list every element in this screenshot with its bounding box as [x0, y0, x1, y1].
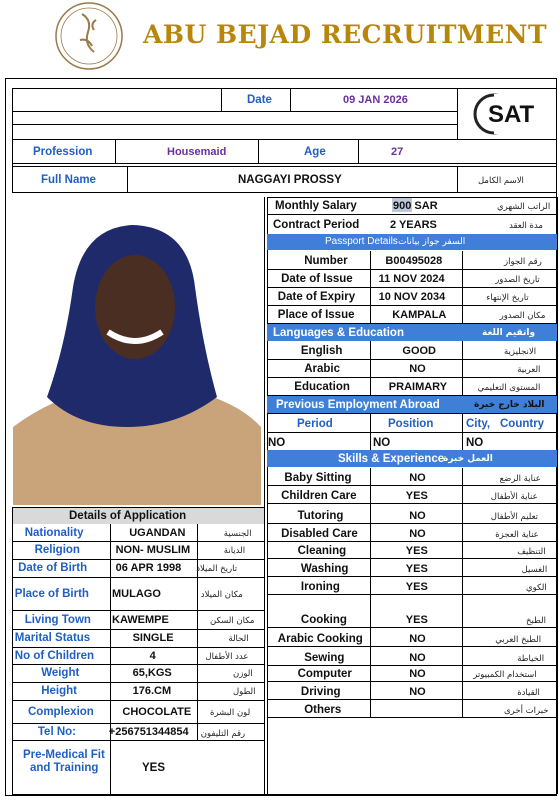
passport-title: Passport Details [325, 236, 398, 247]
salary-label: Monthly Salary [275, 200, 357, 212]
application-row-line [12, 629, 264, 630]
skill-value: YES [405, 581, 428, 593]
application-label: Place of Birth [14, 587, 89, 600]
language-arabic: المستوى التعليمي [477, 383, 541, 393]
application-label: Weight [41, 667, 80, 679]
employment-period-value: NO [268, 437, 286, 449]
application-row-line [12, 647, 264, 648]
skill-arabic: الطبخ [526, 616, 546, 626]
skill-label: Baby Sitting [284, 472, 352, 484]
skill-arabic: الطبخ العربي [495, 635, 542, 645]
skill-value: NO [409, 528, 426, 540]
skill-label: Driving [300, 686, 341, 698]
application-row-line [12, 559, 264, 560]
languages-title-arabic: واتقيم اللغة [482, 328, 536, 338]
skill-value: NO [409, 472, 426, 484]
sat-logo-text: SAT [488, 101, 535, 128]
application-value: NON- MUSLIM [115, 544, 191, 556]
application-value: 176.CM [132, 685, 172, 697]
skill-arabic: التنظيف [517, 547, 546, 557]
skill-label: Washing [300, 563, 349, 575]
skill-label: Ironing [300, 581, 340, 593]
skill-value: YES [405, 563, 428, 575]
application-value: +256751344854 [108, 726, 189, 738]
fullname-value: NAGGAYI PROSSY [238, 174, 342, 186]
passport-row-line [267, 269, 557, 270]
application-row-line [12, 577, 264, 578]
passport-row-line [267, 305, 557, 306]
language-divider-1 [370, 341, 371, 395]
fullname-label: Full Name [41, 174, 96, 186]
fullname-arabic: الاسم الكامل [478, 176, 524, 186]
application-arabic: رقم التليفون [200, 729, 246, 739]
language-row-line [267, 377, 557, 378]
skill-label: Disabled Care [281, 528, 358, 540]
skills-title-arabic: العمل خبرة [443, 454, 493, 464]
skill-value: YES [405, 545, 428, 557]
language-value: NO [409, 363, 426, 375]
skills-title: Skills & Experience [338, 453, 445, 465]
skill-arabic: خبرات أخرى [504, 706, 549, 716]
application-label: Height [41, 685, 77, 697]
period-value: 2 YEARS [390, 219, 437, 231]
medical-label-2: and Training [30, 762, 99, 774]
sat-logo [468, 90, 550, 138]
language-value: PRAIMARY [388, 381, 448, 393]
salary-arabic: الراتب الشهري [497, 202, 551, 212]
application-arabic: الجنسية [223, 529, 252, 539]
passport-arabic: تاريخ الإنتهاء [486, 293, 529, 303]
application-value: 65,KGS [132, 667, 172, 679]
languages-title: Languages & Education [273, 327, 404, 339]
skill-value: NO [409, 668, 426, 680]
company-logo [52, 0, 126, 72]
passport-label: Date of Issue [281, 273, 353, 285]
passport-value: 11 NOV 2024 [378, 273, 445, 285]
application-value: SINGLE [132, 632, 174, 644]
application-value: CHOCOLATE [122, 705, 192, 718]
employment-col-position: Position [388, 418, 434, 430]
passport-row-line [267, 287, 557, 288]
language-arabic: العربية [517, 365, 541, 375]
skill-divider-1 [370, 468, 371, 717]
medical-value: YES [142, 762, 166, 774]
application-arabic: مكان الميلاد [200, 589, 243, 600]
application-arabic: مكان السكن [210, 615, 255, 626]
passport-value: KAMPALA [392, 309, 447, 321]
age-label: Age [304, 146, 326, 158]
passport-label: Date of Expiry [277, 291, 356, 303]
application-value: 06 APR 1998 [115, 562, 182, 574]
application-row-line [12, 541, 264, 542]
employment-col-country: Country [500, 418, 545, 430]
date-label: Date [247, 94, 272, 106]
application-arabic: الطول [233, 687, 256, 697]
skill-arabic: الكوي [526, 583, 547, 593]
skill-value: YES [405, 614, 428, 626]
language-value: GOOD [402, 345, 437, 357]
period-label: Contract Period [273, 219, 360, 231]
application-value: MULAGO [112, 587, 161, 600]
passport-divider-1 [370, 251, 371, 323]
skill-arabic: الخياطة [517, 654, 545, 664]
employment-title-arabic: البلاد خارج خبرة [474, 400, 545, 410]
application-label: No of Children [14, 650, 95, 662]
skill-label: Cleaning [297, 545, 347, 557]
company-name: ABU BEJAD RECRUITMENT [143, 20, 548, 49]
employment-col-period: Period [297, 418, 333, 430]
application-label: Religion [34, 544, 80, 556]
skill-label: Others [304, 704, 342, 716]
application-title: Details of Application [69, 510, 187, 522]
employment-col-city: City, [466, 418, 491, 430]
language-label: Education [294, 381, 350, 393]
application-arabic: الوزن [233, 669, 253, 679]
skill-divider-2 [462, 468, 463, 717]
candidate-photo [13, 197, 261, 505]
skill-label: Arabic Cooking [277, 633, 363, 645]
language-arabic: الانجليزية [504, 347, 537, 357]
profession-value: Housemaid [167, 146, 227, 158]
age-value: 27 [391, 146, 404, 158]
passport-label: Place of Issue [277, 309, 355, 321]
date-value: 09 JAN 2026 [343, 94, 408, 106]
application-arabic: لون البشرة [210, 707, 251, 718]
skill-label: Tutoring [297, 510, 344, 522]
skill-arabic: تعليم الأطفال [490, 512, 539, 522]
skill-value: YES [405, 490, 428, 502]
application-label: Nationality [24, 527, 84, 539]
salary-value: 900 SAR [393, 200, 438, 212]
employment-title: Previous Employment Abroad [276, 399, 440, 411]
skill-label: Computer [297, 668, 352, 680]
skill-arabic: القيادة [517, 688, 540, 698]
application-row-line [12, 610, 264, 611]
application-label: Tel No: [37, 726, 77, 738]
application-label: Date of Birth [18, 562, 88, 574]
skill-label: Sewing [304, 652, 345, 664]
language-label: English [300, 345, 343, 357]
skill-row-line [267, 665, 557, 666]
skill-arabic: عناية العجزة [495, 530, 539, 540]
skill-label: Cooking [300, 614, 347, 626]
application-row-line [12, 700, 264, 701]
skill-row-line [267, 627, 557, 628]
application-arabic: الديانة [223, 546, 246, 556]
profession-label: Profession [33, 146, 93, 158]
skill-value: NO [409, 686, 426, 698]
passport-arabic: رقم الجواز [504, 257, 542, 267]
skill-arabic: عناية الأطفال [490, 492, 538, 502]
passport-arabic: تاريخ الصدور [495, 275, 540, 285]
language-label: Arabic [304, 363, 340, 375]
application-row-line [12, 664, 264, 665]
employment-position-value: NO [373, 437, 391, 449]
skill-arabic: عناية الرضع [499, 474, 541, 484]
skill-arabic: الغسيل [521, 565, 548, 575]
language-divider-2 [462, 341, 463, 395]
skill-value: NO [409, 510, 426, 522]
application-row-line [12, 682, 264, 683]
passport-arabic: مكان الصدور [499, 311, 546, 321]
application-label: Complexion [28, 705, 94, 718]
skill-row-line [267, 576, 557, 577]
skill-value: NO [409, 633, 426, 645]
skill-row-line [267, 558, 557, 559]
passport-value: 10 NOV 2034 [378, 291, 446, 303]
skill-row-line [267, 699, 557, 700]
employment-city-value: NO [466, 437, 484, 449]
application-arabic: تاريخ الميلاد [196, 564, 238, 574]
language-row-line [267, 359, 557, 360]
medical-label-1: Pre-Medical Fit [23, 749, 105, 761]
application-arabic: عدد الأطفال [205, 652, 249, 662]
application-label: Living Town [24, 613, 91, 626]
period-arabic: مدة العقد [509, 221, 543, 231]
application-arabic: الحالة [228, 634, 249, 644]
application-label: Marital Status [14, 632, 91, 644]
application-row-line [12, 723, 264, 724]
application-value: UGANDAN [129, 527, 186, 539]
application-value: 4 [149, 650, 156, 662]
passport-value: B00495028 [385, 255, 443, 267]
skill-value: NO [409, 652, 426, 664]
skill-label: Children Care [281, 490, 357, 502]
skill-arabic: استخدام الكمبيوتر [473, 670, 537, 680]
passport-title-arabic: السفر جواز بيانات [398, 237, 466, 247]
skill-row-line [267, 594, 557, 595]
passport-label: Number [304, 255, 348, 267]
passport-divider-2 [462, 251, 463, 323]
application-value: KAWEMPE [112, 613, 169, 626]
